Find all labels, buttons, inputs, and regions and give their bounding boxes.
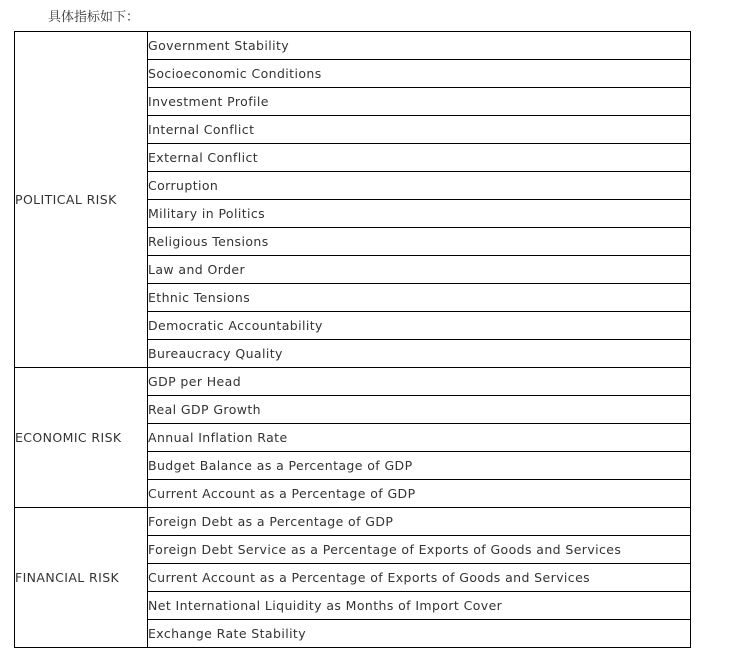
indicator-cell: Democratic Accountability — [148, 312, 691, 340]
indicator-cell: Current Account as a Percentage of GDP — [148, 480, 691, 508]
indicator-cell: Foreign Debt Service as a Percentage of Exports of Goods and Services — [148, 536, 691, 564]
indicator-cell: Annual Inflation Rate — [148, 424, 691, 452]
indicator-cell: Religious Tensions — [148, 228, 691, 256]
table-row — [15, 32, 691, 60]
risk-table-body — [15, 32, 691, 648]
indicator-cell: Bureaucracy Quality — [148, 340, 691, 368]
indicator-cell: Corruption — [148, 172, 691, 200]
risk-indicator-table — [14, 31, 691, 648]
intro-text: 具体指标如下： — [48, 10, 140, 25]
indicator-cell: Net International Liquidity as Months of Import Cover — [148, 592, 691, 620]
indicator-cell: Investment Profile — [148, 88, 691, 116]
indicator-cell: Exchange Rate Stability — [148, 620, 691, 648]
table-row — [15, 508, 691, 536]
indicator-cell: External Conflict — [148, 144, 691, 172]
risk-category-cell: ECONOMIC RISK — [15, 368, 148, 508]
indicator-cell: Foreign Debt as a Percentage of GDP — [148, 508, 691, 536]
indicator-cell: GDP per Head — [148, 368, 691, 396]
table-row — [15, 368, 691, 396]
risk-category-cell: POLITICAL RISK — [15, 32, 148, 368]
indicator-cell: Ethnic Tensions — [148, 284, 691, 312]
indicator-cell: Law and Order — [148, 256, 691, 284]
indicator-cell: Government Stability — [148, 32, 691, 60]
indicator-cell: Real GDP Growth — [148, 396, 691, 424]
indicator-cell: Current Account as a Percentage of Exports of Goods and Services — [148, 564, 691, 592]
indicator-cell: Military in Politics — [148, 200, 691, 228]
indicator-cell: Internal Conflict — [148, 116, 691, 144]
indicator-cell: Budget Balance as a Percentage of GDP — [148, 452, 691, 480]
indicator-cell: Socioeconomic Conditions — [148, 60, 691, 88]
risk-category-cell: FINANCIAL RISK — [15, 508, 148, 648]
